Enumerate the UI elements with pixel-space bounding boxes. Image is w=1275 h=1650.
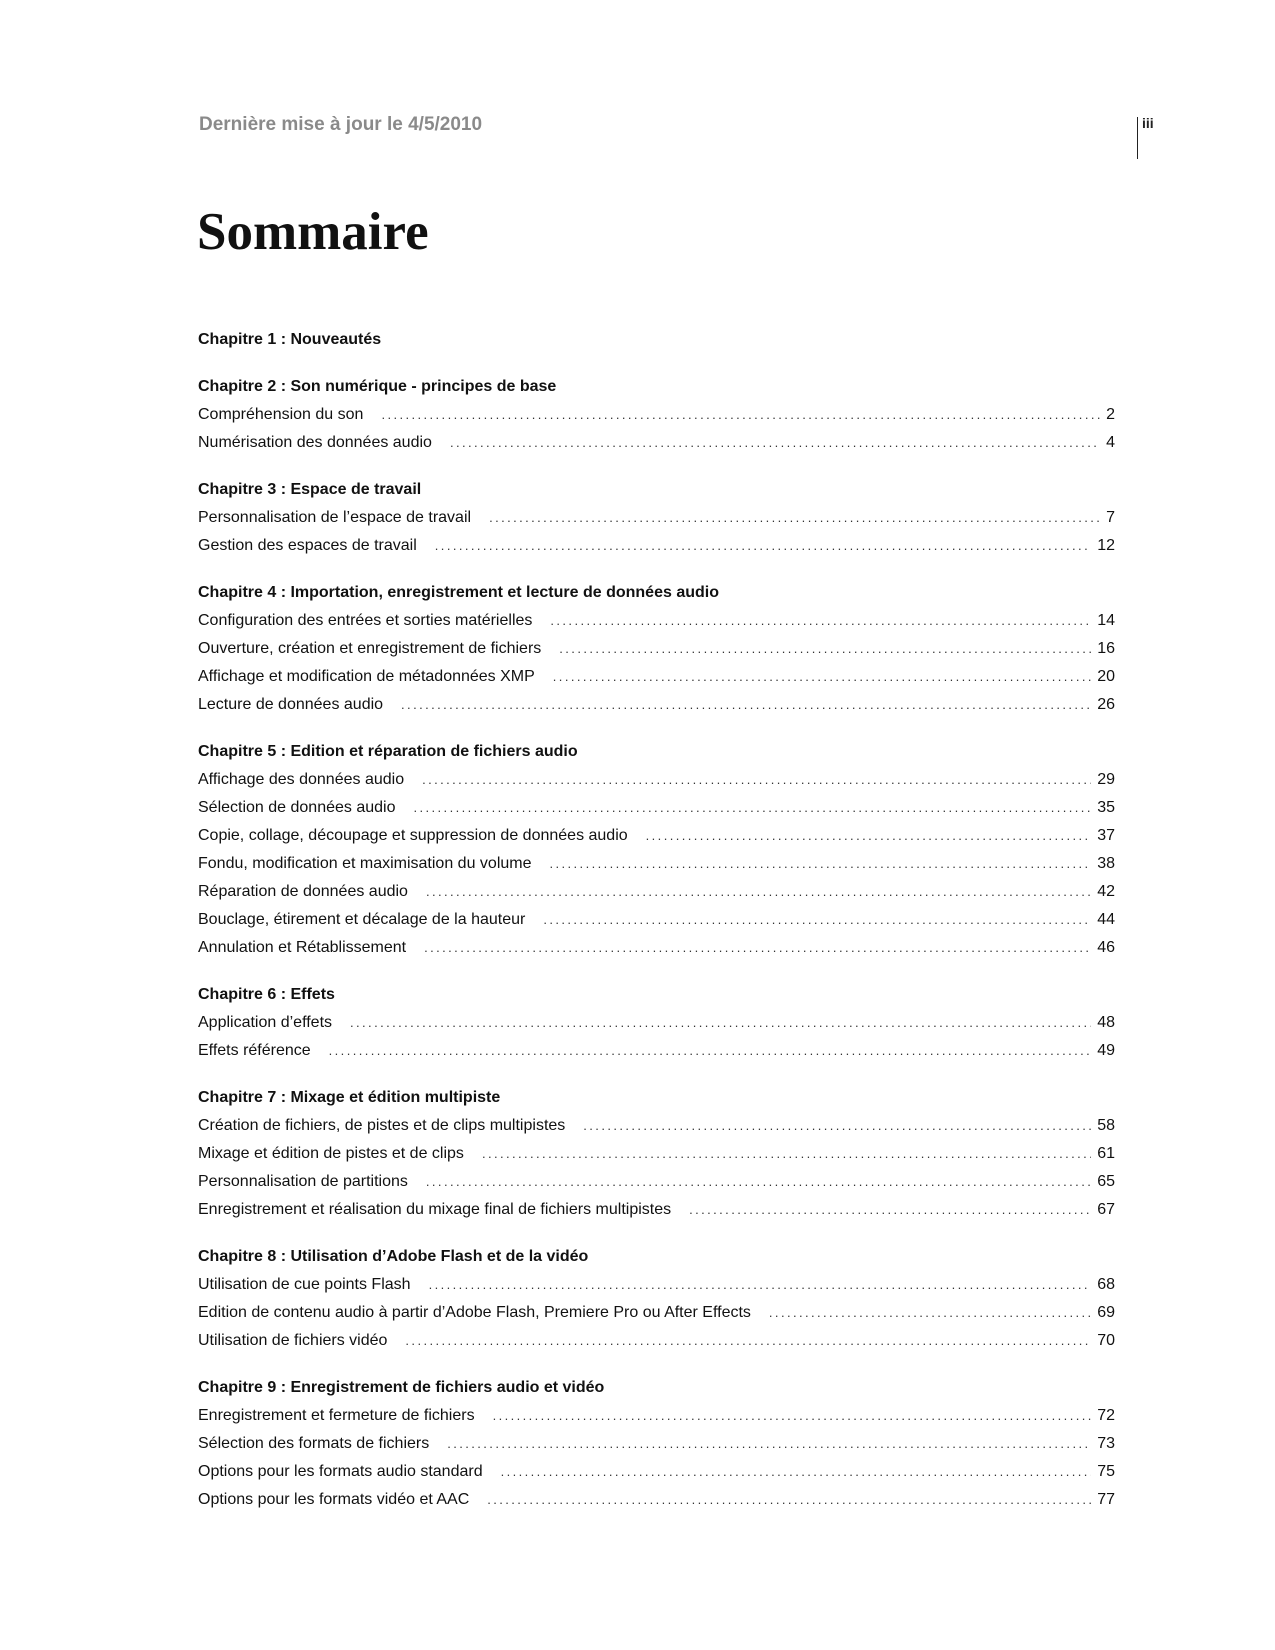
dot-leader xyxy=(350,1009,1091,1037)
toc-entry-page-number: 12 xyxy=(1097,537,1115,554)
toc-entry[interactable] xyxy=(198,822,1115,850)
chapter-title[interactable]: Chapitre 5 : Edition et réparation de fichiers audio xyxy=(198,743,578,760)
toc-entry-page-number: 48 xyxy=(1097,1014,1115,1031)
dot-leader xyxy=(450,429,1100,457)
chapter-title[interactable]: Chapitre 2 : Son numérique - principes de base xyxy=(198,378,557,395)
dot-leader xyxy=(422,766,1091,794)
dot-leader xyxy=(550,607,1091,635)
toc-entry[interactable] xyxy=(198,691,1115,719)
toc-entry[interactable] xyxy=(198,794,1115,822)
toc-entry-label: Sélection de données audio xyxy=(198,799,396,816)
toc-entry[interactable] xyxy=(198,401,1115,429)
dot-leader xyxy=(553,663,1091,691)
toc-entry[interactable] xyxy=(198,1168,1115,1196)
dot-leader xyxy=(646,822,1092,850)
toc-entry-label: Personnalisation de l’espace de travail xyxy=(198,509,472,526)
toc-entry-page-number: 46 xyxy=(1097,939,1115,956)
dot-leader xyxy=(414,794,1092,822)
toc-entry-label: Utilisation de cue points Flash xyxy=(198,1276,411,1293)
toc-entry-label: Application d’effets xyxy=(198,1014,333,1031)
toc-entry-page-number: 29 xyxy=(1097,771,1115,788)
dot-leader xyxy=(493,1402,1092,1430)
chapter-title[interactable]: Chapitre 4 : Importation, enregistrement et lecture de données audio xyxy=(198,584,719,601)
dot-leader xyxy=(329,1037,1092,1065)
toc-entry-page-number: 42 xyxy=(1097,883,1115,900)
toc-entry-label: Affichage des données audio xyxy=(198,771,405,788)
toc-chapter xyxy=(198,326,1115,354)
toc-entry[interactable] xyxy=(198,1196,1115,1224)
toc-entry[interactable] xyxy=(198,850,1115,878)
toc-chapter xyxy=(198,476,1115,560)
last-updated-date: Dernière mise à jour le 4/5/2010 xyxy=(199,114,483,135)
header-divider xyxy=(1137,117,1138,159)
toc-chapter xyxy=(198,1243,1115,1355)
toc-entry[interactable] xyxy=(198,1299,1115,1327)
dot-leader xyxy=(424,934,1091,962)
toc-entry-page-number: 38 xyxy=(1097,855,1115,872)
toc-entry[interactable] xyxy=(198,1140,1115,1168)
toc-entry-label: Affichage et modification de métadonnées XMP xyxy=(198,668,535,685)
toc-entry-page-number: 70 xyxy=(1097,1332,1115,1349)
toc-entry-label: Edition de contenu audio à partir d’Adobe Flash, Premiere Pro ou After Effects xyxy=(198,1304,751,1321)
toc-entry-page-number: 49 xyxy=(1097,1042,1115,1059)
dot-leader xyxy=(550,850,1092,878)
dot-leader xyxy=(489,504,1100,532)
dot-leader xyxy=(689,1196,1091,1224)
toc-entry-page-number: 77 xyxy=(1097,1491,1115,1508)
chapter-title[interactable]: Chapitre 3 : Espace de travail xyxy=(198,481,422,498)
toc-entry-page-number: 14 xyxy=(1097,612,1115,629)
toc-entry[interactable] xyxy=(198,1430,1115,1458)
toc-chapter xyxy=(198,579,1115,719)
toc-entry-label: Mixage et édition de pistes et de clips xyxy=(198,1145,464,1162)
toc-entry-label: Enregistrement et réalisation du mixage final de fichiers multipistes xyxy=(198,1201,672,1218)
toc-entry-page-number: 67 xyxy=(1097,1201,1115,1218)
toc-entry-page-number: 73 xyxy=(1097,1435,1115,1452)
toc-entry-page-number: 44 xyxy=(1097,911,1115,928)
toc-chapter xyxy=(198,1084,1115,1224)
toc-entry-label: Bouclage, étirement et décalage de la hauteur xyxy=(198,911,526,928)
dot-leader xyxy=(401,691,1091,719)
dot-leader xyxy=(583,1112,1091,1140)
toc-entry[interactable] xyxy=(198,878,1115,906)
dot-leader xyxy=(405,1327,1091,1355)
chapter-title[interactable]: Chapitre 8 : Utilisation d’Adobe Flash et de la vidéo xyxy=(198,1248,589,1265)
toc-entry[interactable] xyxy=(198,663,1115,691)
toc-entry-label: Sélection des formats de fichiers xyxy=(198,1435,430,1452)
toc-entry[interactable] xyxy=(198,1112,1115,1140)
dot-leader xyxy=(501,1458,1092,1486)
toc-entry-page-number: 7 xyxy=(1106,509,1115,526)
toc-entry-page-number: 69 xyxy=(1097,1304,1115,1321)
toc-entry-label: Fondu, modification et maximisation du volume xyxy=(198,855,532,872)
toc-entry-label: Annulation et Rétablissement xyxy=(198,939,407,956)
toc-entry-label: Numérisation des données audio xyxy=(198,434,432,451)
toc-entry-page-number: 26 xyxy=(1097,696,1115,713)
toc-entry-label: Ouverture, création et enregistrement de fichiers xyxy=(198,640,542,657)
toc-entry-page-number: 72 xyxy=(1097,1407,1115,1424)
dot-leader xyxy=(769,1299,1091,1327)
toc-entry[interactable] xyxy=(198,429,1115,457)
toc-entry[interactable] xyxy=(198,934,1115,962)
dot-leader xyxy=(381,401,1100,429)
toc-entry-page-number: 2 xyxy=(1106,406,1115,423)
dot-leader xyxy=(447,1430,1091,1458)
toc-entry[interactable] xyxy=(198,1458,1115,1486)
toc-entry-page-number: 65 xyxy=(1097,1173,1115,1190)
toc-entry[interactable] xyxy=(198,635,1115,663)
toc-entry-label: Options pour les formats vidéo et AAC xyxy=(198,1491,470,1508)
toc-entry-label: Personnalisation de partitions xyxy=(198,1173,408,1190)
toc-entry[interactable] xyxy=(198,1271,1115,1299)
dot-leader xyxy=(435,532,1091,560)
toc-entry[interactable] xyxy=(198,504,1115,532)
toc-entry[interactable] xyxy=(198,1327,1115,1355)
toc-chapter xyxy=(198,373,1115,457)
toc-entry-label: Compréhension du son xyxy=(198,406,364,423)
toc-entry[interactable] xyxy=(198,766,1115,794)
toc-entry-label: Lecture de données audio xyxy=(198,696,384,713)
toc-entry-page-number: 75 xyxy=(1097,1463,1115,1480)
page-number: iii xyxy=(1142,115,1154,131)
toc-entry[interactable] xyxy=(198,607,1115,635)
toc-entry-label: Options pour les formats audio standard xyxy=(198,1463,483,1480)
toc-entry-page-number: 58 xyxy=(1097,1117,1115,1134)
toc-entry-page-number: 16 xyxy=(1097,640,1115,657)
dot-leader xyxy=(487,1486,1091,1514)
dot-leader xyxy=(426,1168,1091,1196)
chapter-title[interactable]: Chapitre 6 : Effets xyxy=(198,986,335,1003)
chapter-title[interactable]: Chapitre 9 : Enregistrement de fichiers audio et vidéo xyxy=(198,1379,605,1396)
toc-entry-label: Effets référence xyxy=(198,1042,311,1059)
table-of-contents xyxy=(198,326,1115,1533)
toc-entry-page-number: 68 xyxy=(1097,1276,1115,1293)
dot-leader xyxy=(482,1140,1091,1168)
dot-leader xyxy=(426,878,1091,906)
toc-entry-page-number: 61 xyxy=(1097,1145,1115,1162)
toc-entry[interactable] xyxy=(198,532,1115,560)
toc-entry-label: Utilisation de fichiers vidéo xyxy=(198,1332,388,1349)
dot-leader xyxy=(429,1271,1092,1299)
toc-entry-page-number: 4 xyxy=(1106,434,1115,451)
toc-entry[interactable] xyxy=(198,1009,1115,1037)
toc-chapter xyxy=(198,1374,1115,1514)
dot-leader xyxy=(559,635,1091,663)
toc-entry-label: Création de fichiers, de pistes et de clips multipistes xyxy=(198,1117,566,1134)
toc-entry[interactable] xyxy=(198,1402,1115,1430)
toc-entry[interactable] xyxy=(198,1037,1115,1065)
toc-chapter xyxy=(198,981,1115,1065)
toc-chapter xyxy=(198,738,1115,962)
chapter-title[interactable]: Chapitre 7 : Mixage et édition multipiste xyxy=(198,1089,501,1106)
page-title: Sommaire xyxy=(197,203,429,261)
toc-entry-page-number: 37 xyxy=(1097,827,1115,844)
toc-entry-label: Réparation de données audio xyxy=(198,883,408,900)
chapter-title[interactable]: Chapitre 1 : Nouveautés xyxy=(198,331,382,348)
toc-entry-label: Copie, collage, découpage et suppression de données audio xyxy=(198,827,628,844)
toc-entry[interactable] xyxy=(198,1486,1115,1514)
toc-entry-label: Gestion des espaces de travail xyxy=(198,537,417,554)
toc-entry-label: Enregistrement et fermeture de fichiers xyxy=(198,1407,475,1424)
toc-entry[interactable] xyxy=(198,906,1115,934)
dot-leader xyxy=(543,906,1091,934)
toc-entry-page-number: 20 xyxy=(1097,668,1115,685)
toc-entry-page-number: 35 xyxy=(1097,799,1115,816)
toc-entry-label: Configuration des entrées et sorties matérielles xyxy=(198,612,533,629)
